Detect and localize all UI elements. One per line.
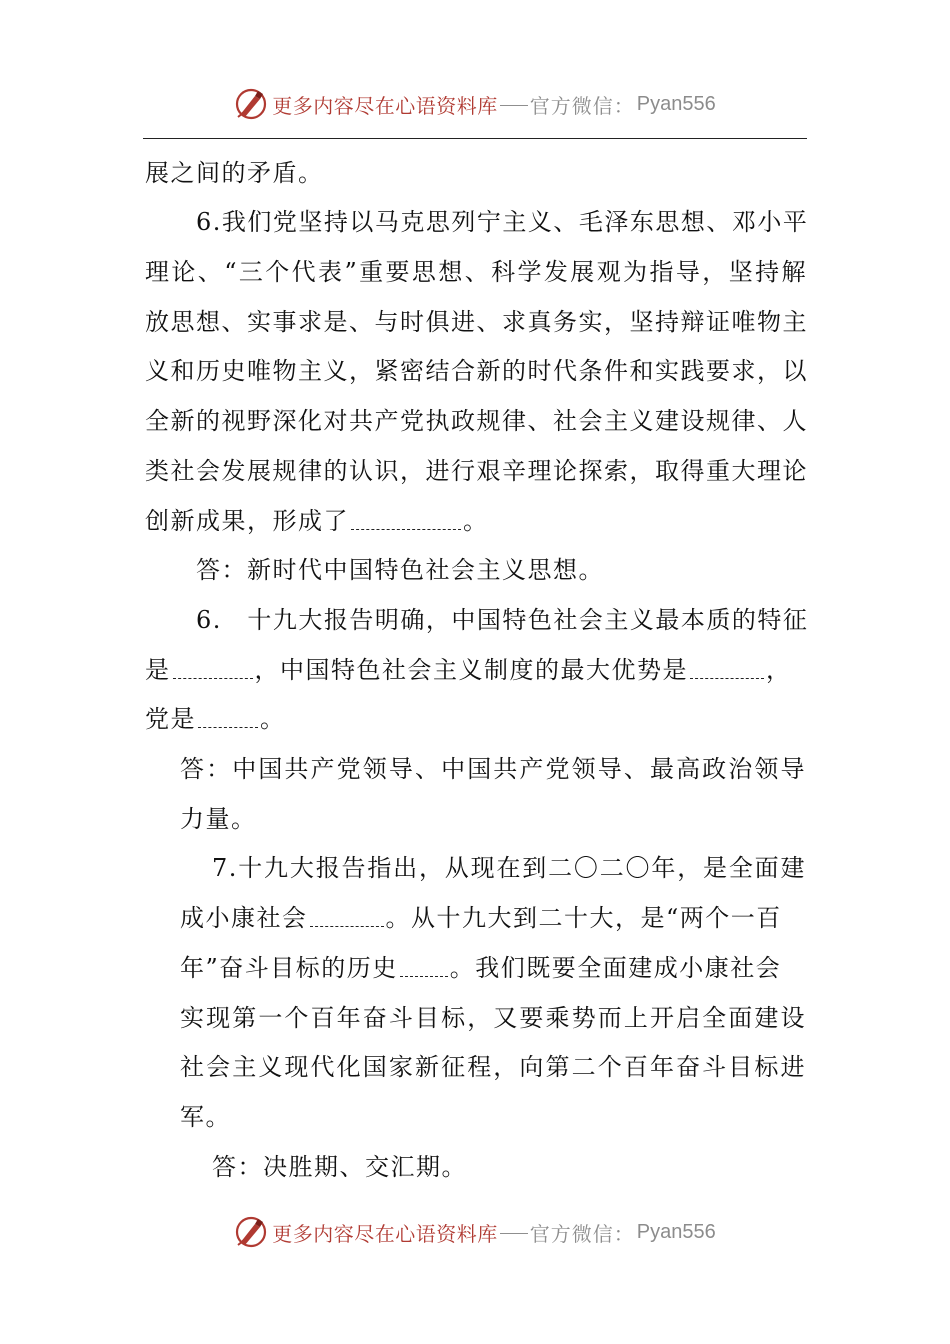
text-segment: 。 [260, 705, 286, 733]
text-line: 类社会发展规律的认识，进行艰辛理论探索，取得重大理论 [145, 457, 808, 485]
banner-wechat-id: Pyan556 [636, 1220, 716, 1243]
fill-blank [310, 912, 384, 927]
banner-title: 更多内容尽在心语资料库 [272, 93, 498, 118]
text-segment: 。 [463, 507, 489, 535]
text-segment: 成小康社会 [180, 904, 308, 932]
text-line: 展之间的矛盾。 [145, 159, 324, 187]
fill-blank [351, 515, 461, 530]
banner-dash [500, 1233, 528, 1234]
banner-wechat-label: 官方微信： [529, 1221, 635, 1246]
fill-blank [400, 962, 448, 977]
text-segment: 年”奋斗目标的历史 [180, 954, 398, 982]
text-line: 理论、“三个代表”重要思想、科学发展观为指导，坚持解 [145, 258, 807, 286]
text-line: 全新的视野深化对共产党执政规律、社会主义建设规律、人 [145, 407, 808, 435]
answer-line: 答：新时代中国特色社会主义思想。 [196, 556, 604, 584]
banner-wechat-id: Pyan556 [636, 92, 716, 115]
text-segment: ，中国特色社会主义制度的最大优势是 [254, 656, 688, 684]
text-segment: ， [766, 656, 792, 684]
banner-wechat-label: 官方微信： [529, 93, 635, 118]
pen-logo-icon [234, 1215, 268, 1249]
text-line [145, 650, 792, 690]
text-line: 义和历史唯物主义，紧密结合新的时代条件和实践要求，以 [145, 357, 808, 385]
text-segment: 。我们既要全面建成小康社会 [449, 954, 782, 982]
text-segment: 。从十九大到二十大，是“两个一百 [385, 904, 782, 932]
text-line: 放思想、实事求是、与时俱进、求真务实，坚持辩证唯物主 [145, 308, 808, 336]
text-line: 6. 十九大报告明确，中国特色社会主义最本质的特征 [196, 606, 809, 634]
answer-line: 力量。 [180, 805, 257, 833]
banner-title: 更多内容尽在心语资料库 [272, 1221, 498, 1246]
text-line: 7.十九大报告指出，从现在到二〇二〇年，是全面建 [212, 854, 806, 882]
text-line [180, 948, 781, 988]
text-segment: 是 [145, 656, 171, 684]
text-segment: 创新成果，形成了 [145, 507, 349, 535]
text-line: 实现第一个百年奋斗目标，又要乘势而上开启全面建设 [180, 1004, 806, 1032]
answer-line: 答：中国共产党领导、中国共产党领导、最高政治领导 [180, 755, 806, 783]
text-line [180, 898, 782, 938]
text-line [145, 699, 286, 739]
text-line: 社会主义现代化国家新征程，向第二个百年奋斗目标进 [180, 1053, 806, 1081]
fill-blank [173, 664, 253, 679]
fill-blank [198, 713, 258, 728]
footer-banner [0, 1210, 950, 1254]
text-line: 6.我们党坚持以马克思列宁主义、毛泽东思想、邓小平 [196, 208, 809, 236]
text-line: 军。 [180, 1103, 231, 1131]
answer-line: 答：决胜期、交汇期。 [212, 1153, 467, 1181]
text-segment: 党是 [145, 705, 196, 733]
text-line [145, 501, 489, 541]
fill-blank [690, 664, 764, 679]
